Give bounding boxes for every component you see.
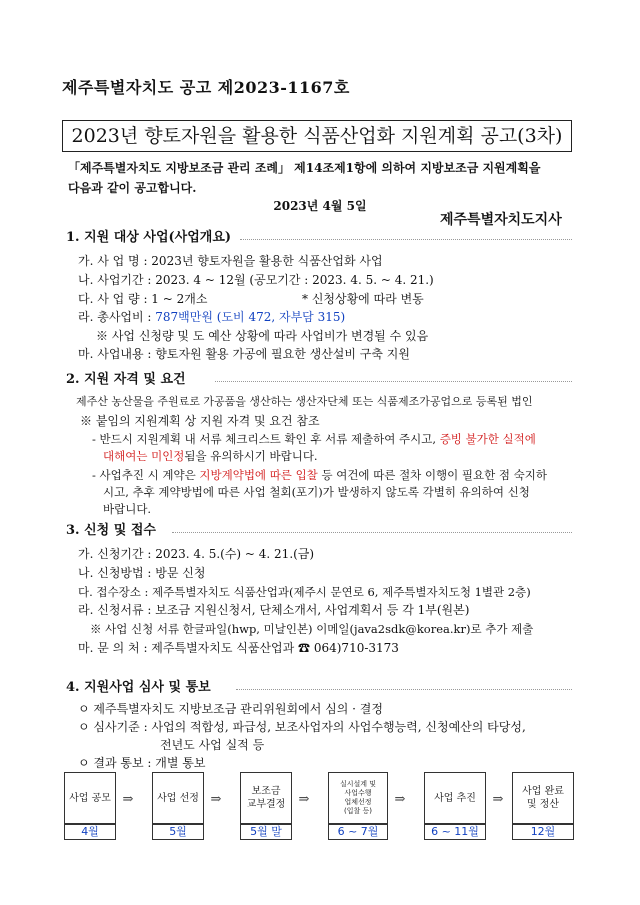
flow-step-selection-date: 5월 [152, 824, 204, 840]
s2-checklist-end: 됨을 유의하시기 바랍니다. [184, 449, 318, 463]
s4-item-a: ㅇ 제주특별자치도 지방보조금 관리위원회에서 심의 · 결정 [78, 702, 383, 716]
section-1-divider [240, 239, 572, 240]
intro-line-1: 「제주특별자치도 지방보조금 관리 조례」 제14조제1항에 의하여 지방보조금 지원계획을 [68, 161, 541, 175]
s1-item-c-note: * 신청상황에 따라 변동 [302, 292, 424, 306]
s4-item-b-cont: 전년도 사업 실적 등 [160, 738, 265, 752]
s2-contract-line [92, 466, 547, 484]
organization-name: 제주특별자치도지사 [440, 212, 562, 228]
s2-checklist-text: - 반드시 지원계획 내 서류 체크리스트 확인 후 서류 제출하여 주시고, [92, 432, 440, 446]
s3-item-d: 라. 신청서류 : 보조금 지원신청서, 단체소개서, 사업계획서 등 각 1부(원본) [78, 603, 470, 617]
flow-step-grant-decision: 보조금 교부결정 [240, 772, 292, 824]
s1-item-d-label: 라. 총사업비 : [78, 310, 156, 324]
s4-item-b: ㅇ 심사기준 : 사업의 적합성, 파급성, 보조사업자의 사업수행능력, 신청예산의 타당성, [78, 720, 526, 734]
flow-step-design-bidding-date: 6 ~ 7월 [328, 824, 388, 840]
section-4-divider [236, 689, 572, 690]
intro-line-2: 다음과 같이 공고합니다. [68, 181, 197, 195]
flow-step-announcement: 사업 공모 [64, 772, 116, 824]
s2-contract-law: 지방계약법에 따른 입찰 [199, 468, 318, 482]
s3-note: ※ 사업 신청 서류 한글파일(hwp, 미날인본) 이메일(java2sdk@korea.kr)로 추가 제출 [90, 622, 534, 636]
s2-eligibility: 제주산 농산물을 주원료로 가공품을 생산하는 생산자단체 또는 식품제조가공업으로 등록된 법인 [76, 395, 533, 408]
flow-step-design-bidding: 실시설계 및 사업수행 업체선정 (입찰 등) [328, 772, 388, 824]
flow-arrow-icon: ⇒ [298, 792, 310, 807]
flow-step-grant-decision-date: 5월 말 [240, 824, 292, 840]
section-2-heading: 2. 지원 자격 및 요건 [66, 372, 186, 387]
s2-contract-rest: 등 여건에 따른 절차 이행이 필요한 점 숙지하 [317, 468, 548, 482]
section-4-heading: 4. 지원사업 심사 및 통보 [66, 680, 211, 695]
notice-number: 제주특별자치도 공고 제2023-1167호 [62, 78, 350, 97]
flow-step-completion-date: 12월 [512, 824, 574, 840]
flow-step-execution: 사업 추진 [424, 772, 486, 824]
s2-contract-text: - 사업추진 시 계약은 [92, 468, 200, 482]
s1-item-d [78, 308, 345, 326]
flow-arrow-icon: ⇒ [122, 792, 134, 807]
s3-item-e: 마. 문 의 처 : 제주특별자치도 식품산업과 ☎ 064)710-3173 [78, 641, 399, 655]
flow-step-execution-date: 6 ~ 11월 [424, 824, 486, 840]
s3-item-c: 다. 접수장소 : 제주특별자치도 식품산업과(제주시 문연로 6, 제주특별자치도청 1별관 2층) [78, 585, 531, 599]
notice-date: 2023년 4월 5일 [273, 199, 367, 213]
flow-arrow-icon: ⇒ [394, 792, 406, 807]
flow-step-completion: 사업 완료 및 정산 [512, 772, 574, 824]
section-3-heading: 3. 신청 및 접수 [66, 523, 156, 538]
section-2-divider [215, 381, 572, 382]
intro-paragraph [68, 158, 573, 198]
flow-arrow-icon: ⇒ [492, 792, 504, 807]
document-title: 2023년 향토자원을 활용한 식품산업화 지원계획 공고(3차) [62, 120, 572, 152]
s2-checklist-warning: 증빙 불가한 실적에 [439, 432, 536, 446]
s1-item-a: 가. 사 업 명 : 2023년 향토자원을 활용한 식품산업화 사업 [78, 254, 383, 268]
s2-contract-line-3: 바랍니다. [103, 502, 152, 516]
s2-not-accepted: 대해여는 미인정 [103, 449, 185, 463]
s2-reference-note: ※ 붙임의 지원계획 상 지원 자격 및 요건 참조 [80, 414, 320, 428]
s2-checklist-line-2 [103, 447, 318, 465]
s4-item-c: ㅇ 결과 통보 : 개별 통보 [78, 756, 206, 770]
s3-item-b: 나. 신청방법 : 방문 신청 [78, 566, 206, 580]
s2-checklist-line [92, 430, 536, 448]
s2-contract-line-2: 시고, 추후 계약방법에 따른 사업 철회(포기)가 발생하지 않도록 각별히 유의하여 신청 [103, 485, 530, 499]
s1-item-c: 다. 사 업 량 : 1 ~ 2개소 [78, 292, 208, 306]
flow-arrow-icon: ⇒ [210, 792, 222, 807]
s1-item-e: 마. 사업내용 : 향토자원 활용 가공에 필요한 생산설비 구축 지원 [78, 347, 410, 361]
s3-item-a: 가. 신청기간 : 2023. 4. 5.(수) ~ 4. 21.(금) [78, 547, 315, 561]
flow-step-selection: 사업 선정 [152, 772, 204, 824]
s1-item-b: 나. 사업기간 : 2023. 4 ~ 12월 (공모기간 : 2023. 4. 5. ~ 4. 21.) [78, 273, 434, 287]
flow-step-announcement-date: 4월 [64, 824, 116, 840]
process-flow [64, 772, 574, 838]
s1-total-budget: 787백만원 (도비 472, 자부담 315) [155, 310, 346, 324]
section-3-divider [172, 532, 572, 533]
section-1-heading: 1. 지원 대상 사업(사업개요) [66, 230, 232, 245]
s1-note: ※ 사업 신청량 및 도 예산 상황에 따라 사업비가 변경될 수 있음 [96, 329, 429, 343]
